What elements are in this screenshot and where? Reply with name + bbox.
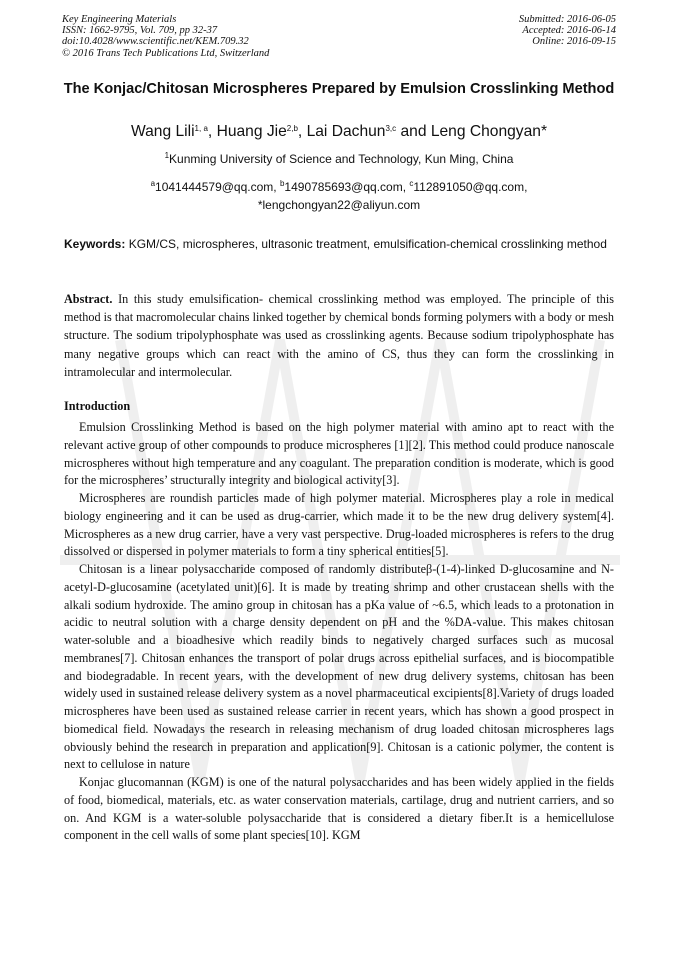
email-link[interactable]: 1041444579@qq.com,	[155, 180, 280, 194]
accepted-date: Accepted: 2016-06-14	[522, 25, 616, 37]
doi-line[interactable]: doi:10.4028/www.scientific.net/KEM.709.32	[62, 36, 249, 48]
email-link[interactable]: 1490785693@qq.com,	[284, 180, 410, 194]
abstract-section	[64, 290, 614, 381]
body-paragraph: Microspheres are roundish particles made of high polymer material. Microspheres play a role in medical biology engineering and it can be used as drug-carrier, which made it to be the new drug delivery system[4]. Microspheres as a new drug carrier, have a very vast perspective. Drug-loaded microspheres is refers to the drug dissolved or dispersed in polymer materials to form a tiny spherical entities[5].	[64, 491, 614, 559]
author-name: Wang Lili	[130, 123, 195, 140]
online-date: Online: 2016-09-15	[532, 36, 616, 48]
abstract-text: In this study emulsification- chemical crosslinking method was employed. The principle of this method is that macromolecular chains linked together by chemical bonds forming polymers with a body or mesh structure. The sodium tripolyphosphate was used as crosslinking agents. Because sodium tripolyphosphate has many negative groups which can react with the amino of CS, thus they can form the crosslinking in intramolecular and intermolecular.	[64, 292, 614, 379]
email-superscript: a	[150, 179, 156, 188]
keywords-label: Keywords:	[64, 237, 126, 251]
email-line-1	[40, 178, 638, 196]
author-list	[40, 123, 638, 141]
body-paragraph: Konjac glucomannan (KGM) is one of the natural polysaccharides and has been widely applied in the fields of food, biomedical, materials, etc. as water conservation materials, cartilage, drug and nutrient carriers, and so on. And KGM is a water-soluble polysaccharide that is considered a dietary fiber.It is a hemicellulose component in the cell walls of some plant species[10]. KGM	[64, 775, 614, 843]
affiliation	[40, 152, 638, 166]
author-name: Leng Chongyan*	[430, 123, 548, 140]
author-superscript: 3,c	[385, 124, 397, 133]
introduction-heading: Introduction	[64, 399, 131, 413]
header-right	[519, 14, 616, 59]
page-header	[62, 14, 616, 59]
email-link[interactable]: 112891050@qq.com,	[413, 180, 528, 194]
submitted-date: Submitted: 2016-06-05	[518, 14, 616, 25]
author-name: Lai Dachun	[306, 123, 386, 140]
author-separator: and	[396, 123, 431, 140]
copyright-line: © 2016 Trans Tech Publications Ltd, Switzerland	[62, 47, 270, 59]
author-superscript: 1, a	[194, 124, 208, 133]
body-paragraph: Chitosan is a linear polysaccharide composed of randomly distributeβ-(1-4)-linked D-glucosamine and N-acetyl-D-glucosamine (acetylated unit)[6]. It is made by treating shrimp and other crustacean shells with the alkali sodium hydroxide. The amino group in chitosan has a pKa value of ~6.5, which leads to a protonation in acidic to neutral solution with a charge density dependent on pH and the %DA-value. This makes chitosan water-soluble and a bioadhesive which readily binds to negatively charged surfaces such as mucosal membranes[7]. Chitosan enhances the transport of polar drugs across epithelial surfaces, and is biocompatible and biodegradable. In recent years, with the development of new drug delivery systems, chitosan has been widely used in sustained release delivery system as a novel pharmaceutical excipients[8].Variety of drugs loaded microspheres have been used as sustained release carrier in recent years, which has shown a good prospect in biomedical field. Nowadays the research in releasing mechanism of drug loaded chitosan microspheres lags obviously behind the research in preparation and application[9]. Chitosan is a cationic polymer, the content is next to cellulose in nature	[64, 562, 614, 772]
author-separator: ,	[297, 123, 307, 140]
journal-name: Key Engineering Materials	[62, 14, 177, 25]
affiliation-text: Kunming University of Science and Technology, Kun Ming, China	[169, 152, 514, 166]
affiliation-superscript: 1	[164, 151, 170, 160]
author-superscript: 2,b	[286, 124, 298, 133]
header-left	[62, 14, 269, 59]
email-superscript: c	[409, 179, 414, 188]
author-separator: ,	[207, 123, 217, 140]
corresponding-email-link[interactable]: *lengchongyan22@aliyun.com	[257, 198, 421, 212]
body-paragraph: Emulsion Crosslinking Method is based on the high polymer material with amino apt to react with the relevant active group of other compounds to produce microspheres [1][2]. This method could produce nanoscale microspheres without high temperature and any coagulant. The preparation condition is moderate, which is good for the microspheres’ structurally integrity and biological activity[3].	[64, 420, 614, 488]
paper-title: The Konjac/Chitosan Microspheres Prepared by Emulsion Crosslinking Method	[63, 81, 615, 97]
introduction-body	[64, 419, 614, 845]
abstract-label: Abstract.	[64, 292, 113, 306]
email-line-2	[40, 196, 638, 214]
keywords-section	[64, 235, 614, 253]
issn-line: ISSN: 1662-9795, Vol. 709, pp 32-37	[62, 25, 218, 37]
author-emails	[40, 178, 638, 214]
author-name: Huang Jie	[216, 123, 287, 140]
email-superscript: b	[279, 179, 285, 188]
keywords-text: KGM/CS, microspheres, ultrasonic treatment, emulsification-chemical crosslinking method	[125, 237, 607, 251]
